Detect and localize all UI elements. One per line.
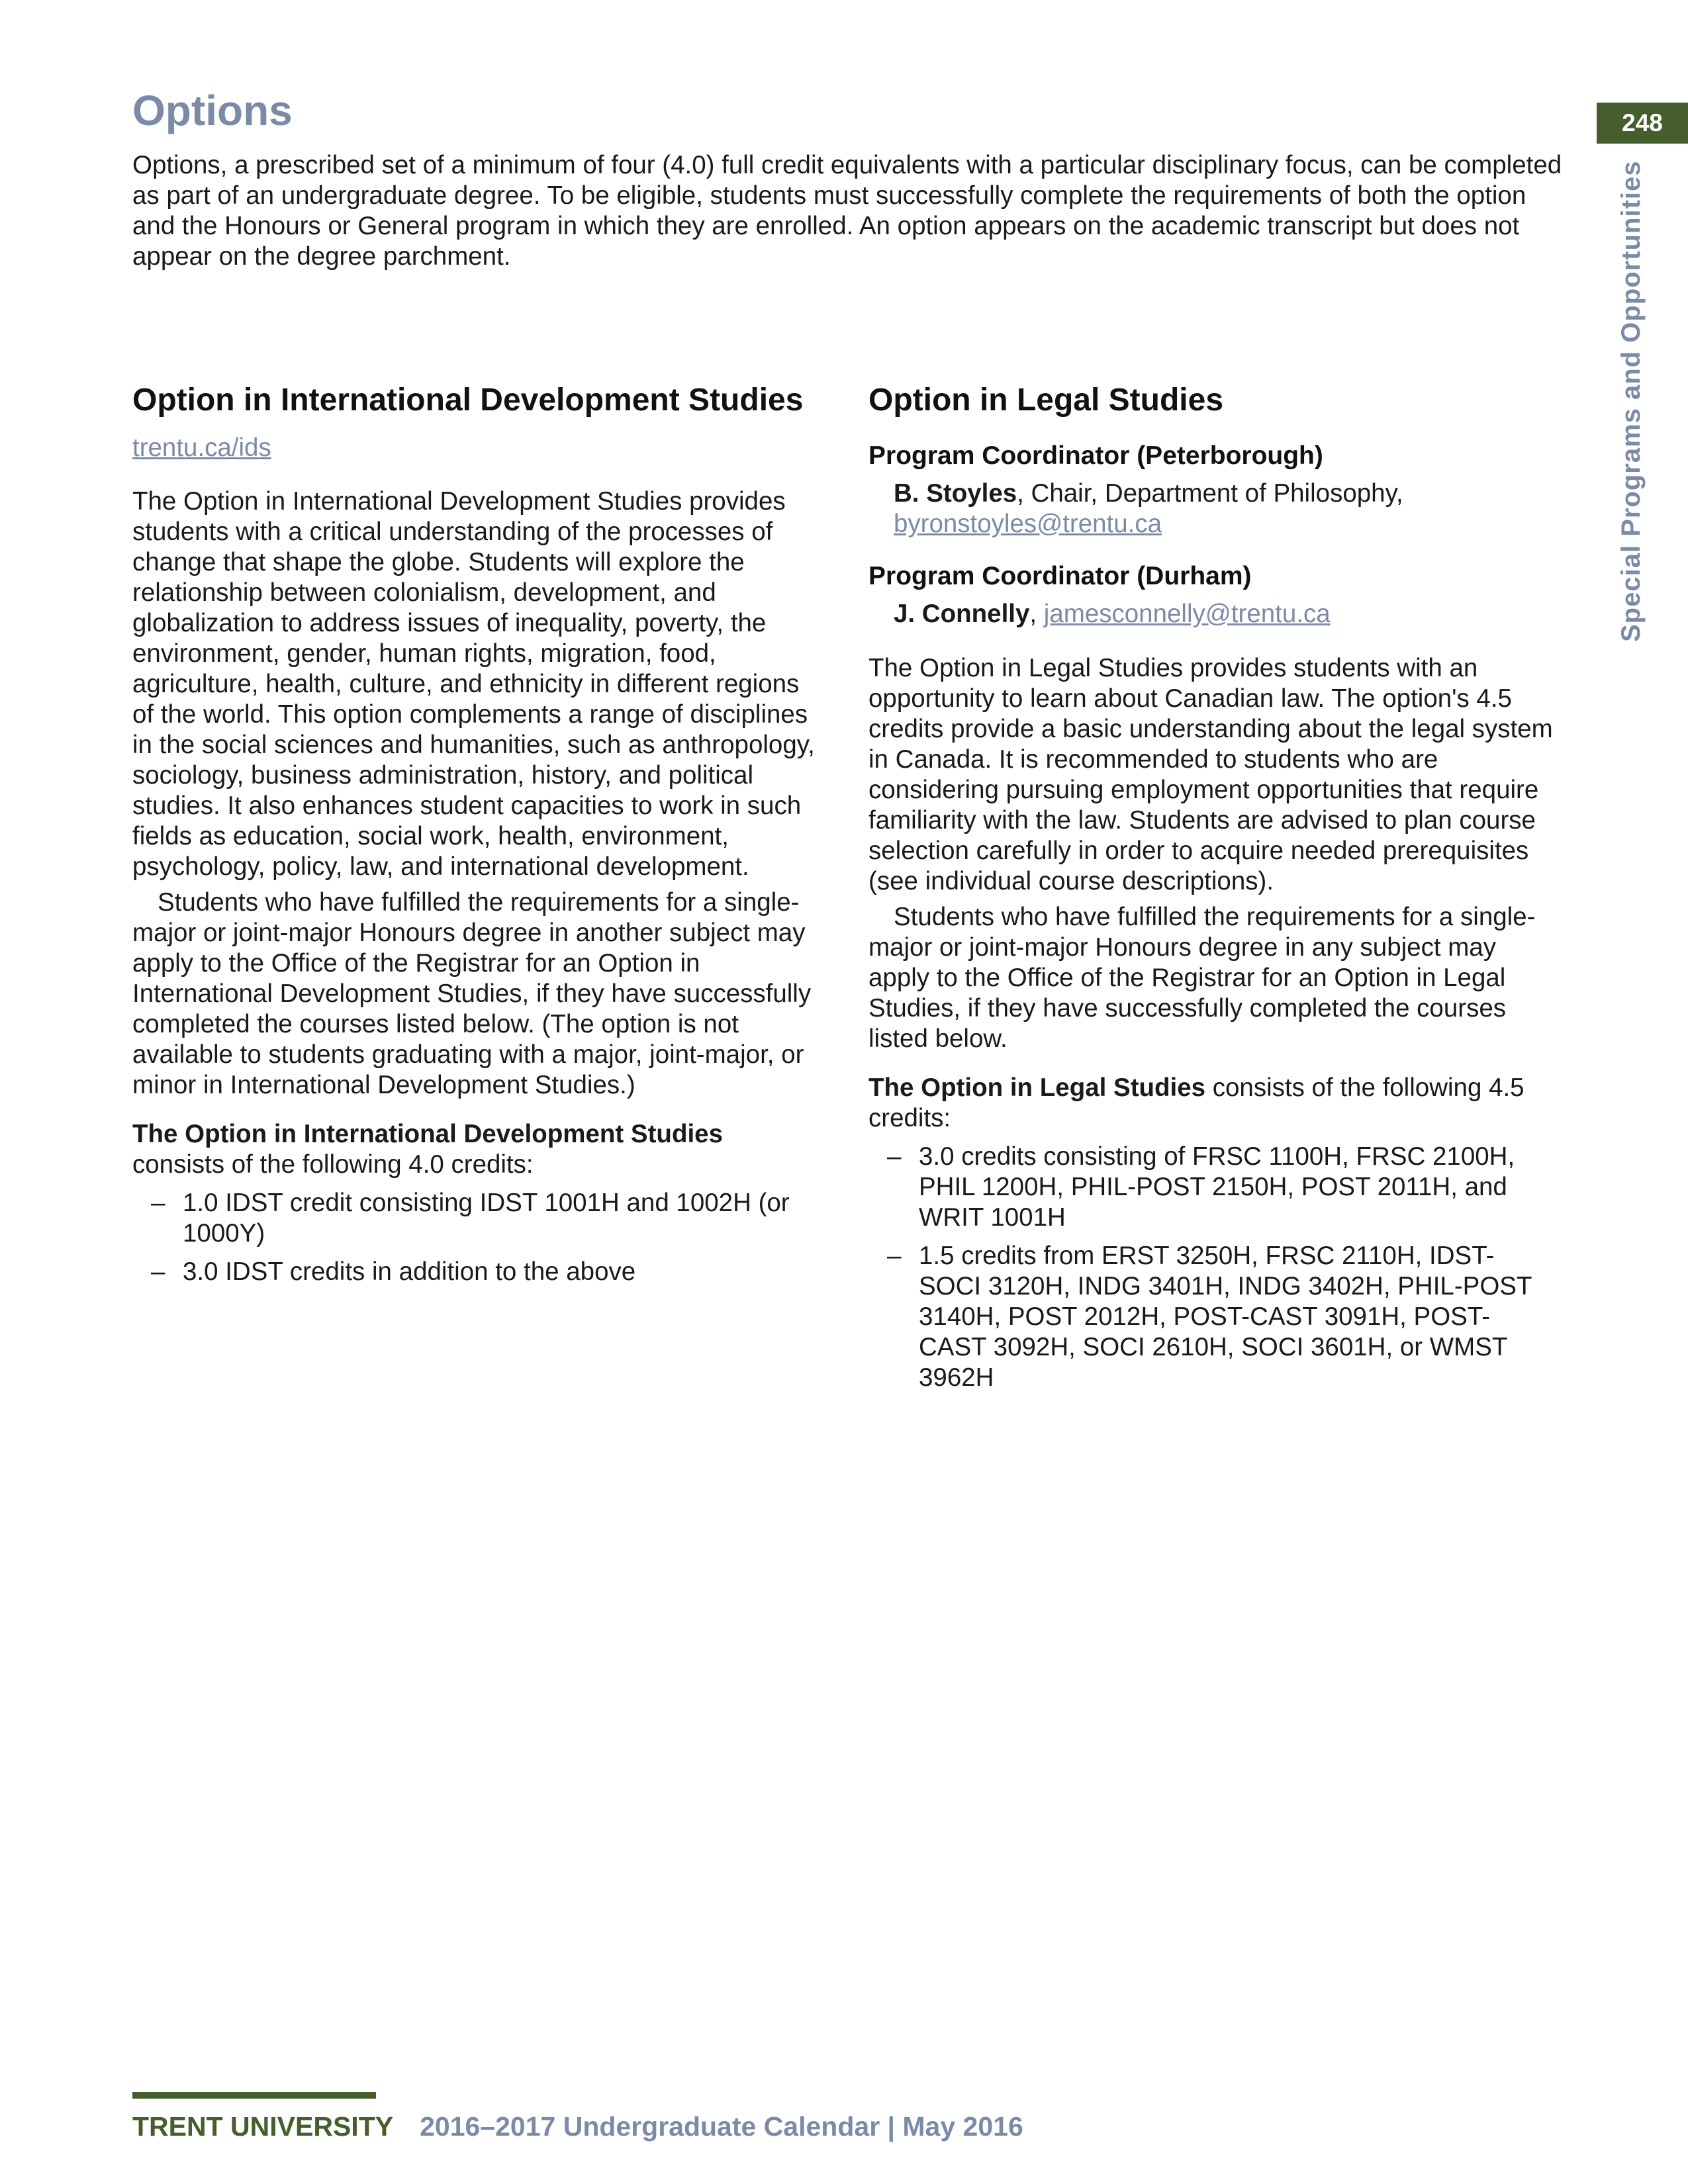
ids-requirements-bold: The Option in International Development Studies	[132, 1120, 723, 1148]
coordinator-durham-heading: Program Coordinator (Durham)	[868, 562, 1252, 590]
list-item-text: 3.0 credits consisting of FRSC 1100H, FRSC 2100H, PHIL 1200H, PHIL-POST 2150H, POST 2011H, and WRIT 1001H	[919, 1142, 1515, 1232]
list-item	[132, 1188, 818, 1249]
dash-bullet: –	[151, 1189, 165, 1217]
section-side-label: Special Programs and Opportunities	[1617, 160, 1646, 642]
dash-bullet: –	[887, 1242, 902, 1270]
coordinator-durham	[868, 599, 1554, 629]
coordinator-peterborough	[868, 478, 1554, 539]
list-item-text: 1.5 credits from ERST 3250H, FRSC 2110H, IDST-SOCI 3120H, INDG 3401H, INDG 3402H, PHIL-POST 3140H, POST 2012H, POST-CAST 3091H, POST-CAST 3092H, SOCI 2610H, SOCI 3601H, or WMST 3962H	[919, 1242, 1532, 1392]
ids-eligibility: Students who have fulfilled the requirements for a single-major or joint-major Honours degree in another subject may apply to the Office of the Registrar for an Option in International Development Studies, if they have successfully completed the courses listed below. (The option is not available to students graduating with a major, joint-major, or minor in International Development Studies.)	[132, 888, 812, 1099]
ids-heading: Option in International Development Studies	[132, 383, 804, 418]
coordinator-peterborough-heading: Program Coordinator (Peterborough)	[868, 441, 1323, 470]
page-footer	[132, 2111, 1023, 2142]
list-item-text: 1.0 IDST credit consisting IDST 1001H and 1002H (or 1000Y)	[183, 1189, 790, 1248]
dash-bullet: –	[151, 1257, 165, 1286]
name-separator: ,	[1029, 600, 1044, 628]
legal-requirements-intro	[868, 1073, 1554, 1134]
coordinator-role: , Chair, Department of Philosophy,	[1017, 479, 1403, 508]
coordinator-email-link[interactable]: byronstoyles@trentu.ca	[894, 510, 1162, 538]
ids-requirements-rest: consists of the following 4.0 credits:	[132, 1150, 534, 1179]
ids-description: The Option in International Development Studies provides students with a critical understanding of the processes of change that shape the globe. Students will explore the relationship between colonialism, development, and globalization to address issues of inequality, poverty, the environment, gender, human rights, migration, food, agriculture, health, culture, and ethnicity in different regions of the world. This option complements a range of disciplines in the social sciences and humanities, such as anthropology, sociology, business administration, history, and political studies. It also enhances student capacities to work in such fields as education, social work, health, environment, psychology, policy, law, and international development.	[132, 487, 815, 881]
legal-requirements-list	[868, 1142, 1554, 1393]
list-item	[868, 1241, 1554, 1393]
legal-requirements-bold: The Option in Legal Studies	[868, 1073, 1206, 1102]
footer-divider	[132, 2092, 376, 2099]
coordinator-name: B. Stoyles	[894, 479, 1017, 508]
list-item	[868, 1142, 1554, 1233]
page-title: Options	[132, 87, 293, 134]
list-item-text: 3.0 IDST credits in addition to the above	[183, 1257, 636, 1286]
legal-description: The Option in Legal Studies provides students with an opportunity to learn about Canadian law. The option's 4.5 credits provide a basic understanding about the legal system in Canada. It is recommended to students who are considering pursuing employment opportunities that require familiarity with the law. Students are advised to plan course selection carefully in order to acquire needed prerequisites (see individual course descriptions).	[868, 654, 1553, 895]
ids-requirements-list	[132, 1188, 818, 1287]
ids-website-link[interactable]: trentu.ca/ids	[132, 433, 271, 462]
legal-eligibility: Students who have fulfilled the requirements for a single-major or joint-major Honours degree in any subject may apply to the Office of the Registrar for an Option in Legal Studies, if they have successfully completed the courses listed below.	[868, 903, 1536, 1053]
legal-requirements-rest: consists of the following 4.5 credits:	[868, 1073, 1524, 1132]
dash-bullet: –	[887, 1142, 902, 1171]
ids-requirements-intro	[132, 1119, 818, 1180]
list-item	[132, 1257, 818, 1287]
footer-university: TRENT UNIVERSITY	[132, 2111, 394, 2142]
ids-column	[132, 381, 818, 1287]
legal-column	[868, 381, 1554, 1393]
page-number-badge: 248	[1597, 103, 1688, 144]
legal-heading: Option in Legal Studies	[868, 383, 1224, 418]
coordinator-name: J. Connelly	[894, 600, 1030, 628]
footer-calendar: 2016–2017 Undergraduate Calendar | May 2016	[420, 2111, 1023, 2142]
intro-paragraph: Options, a prescribed set of a minimum of four (4.0) full credit equivalents with a particular disciplinary focus, can be completed as part of an undergraduate degree. To be eligible, students must successfully complete the requirements of both the option and the Honours or General program in which they are enrolled. An option appears on the academic transcript but does not appear on the degree parchment.	[132, 151, 1562, 271]
coordinator-email-link[interactable]: jamesconnelly@trentu.ca	[1043, 600, 1331, 628]
